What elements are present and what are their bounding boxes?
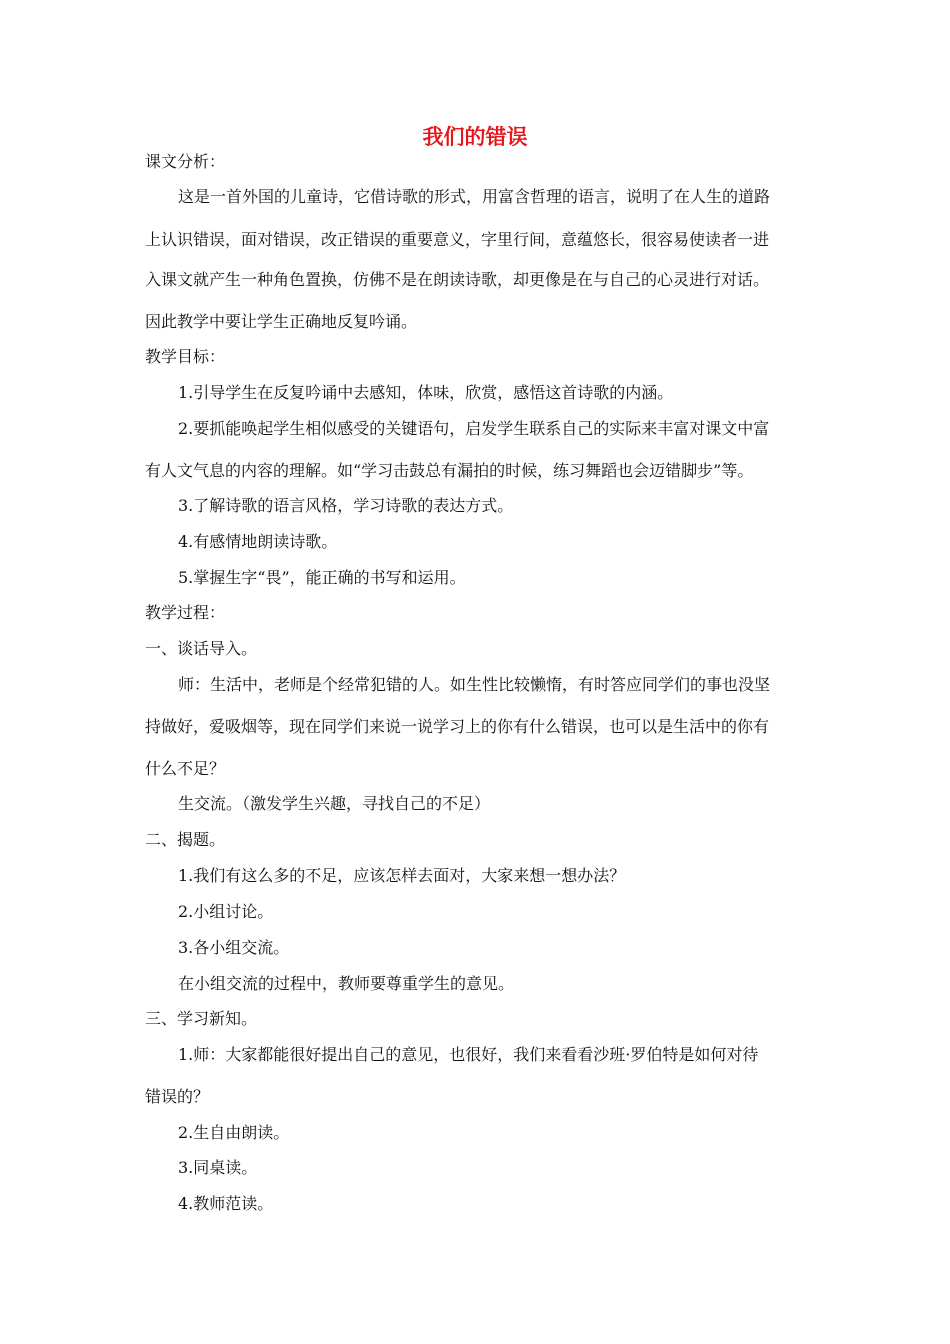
list-item: 1.我们有这么多的不足，应该怎样去面对，大家来想一想办法？ bbox=[178, 866, 626, 885]
paragraph-line: 在小组交流的过程中，教师要尊重学生的意见。 bbox=[178, 974, 515, 993]
heading-teaching-process: 教学过程： bbox=[145, 603, 226, 622]
paragraph-line: 生交流。（激发学生兴趣，寻找自己的不足） bbox=[178, 794, 491, 813]
paragraph-line: 因此教学中要让学生正确地反复吟诵。 bbox=[145, 312, 418, 331]
heading-teaching-goals: 教学目标： bbox=[145, 347, 226, 366]
paragraph-line: 持做好，爱吸烟等，现在同学们来说一说学习上的你有什么错误，也可以是生活中的你有 bbox=[145, 717, 770, 736]
list-item: 2.小组讨论。 bbox=[178, 902, 274, 921]
list-item: 4.教师范读。 bbox=[178, 1194, 274, 1213]
list-item-continued: 错误的？ bbox=[145, 1087, 210, 1106]
list-item: 1.师：大家都能很好提出自己的意见，也很好，我们来看看沙班·罗伯特是如何对待 bbox=[178, 1045, 759, 1064]
document-title: 我们的错误 bbox=[422, 125, 528, 149]
goal-item: 2.要抓能唤起学生相似感受的关键语句，启发学生联系自己的实际来丰富对课文中富 bbox=[178, 419, 770, 438]
goal-item: 3.了解诗歌的语言风格，学习诗歌的表达方式。 bbox=[178, 496, 514, 515]
list-item: 3.各小组交流。 bbox=[178, 938, 290, 957]
section-heading: 一、谈话导入。 bbox=[145, 639, 258, 658]
list-item: 2.生自由朗读。 bbox=[178, 1123, 290, 1142]
paragraph-line: 师：生活中，老师是个经常犯错的人。如生性比较懒惰，有时答应同学们的事也没坚 bbox=[178, 675, 771, 694]
goal-item-continued: 有人文气息的内容的理解。如“学习击鼓总有漏拍的时候，练习舞蹈也会迈错脚步”等。 bbox=[145, 461, 754, 480]
goal-item: 5.掌握生字“畏”，能正确的书写和运用。 bbox=[178, 568, 466, 587]
paragraph-line: 入课文就产生一种角色置换，仿佛不是在朗读诗歌，却更像是在与自己的心灵进行对话。 bbox=[145, 270, 770, 289]
goal-item: 1.引导学生在反复吟诵中去感知，体味，欣赏，感悟这首诗歌的内涵。 bbox=[178, 383, 674, 402]
goal-item: 4.有感情地朗读诗歌。 bbox=[178, 532, 338, 551]
paragraph-line: 上认识错误，面对错误，改正错误的重要意义，字里行间，意蕴悠长，很容易使读者一进 bbox=[145, 230, 770, 249]
list-item: 3.同桌读。 bbox=[178, 1158, 258, 1177]
section-heading: 二、揭题。 bbox=[145, 830, 226, 849]
heading-text-analysis: 课文分析： bbox=[145, 152, 226, 171]
section-heading: 三、学习新知。 bbox=[145, 1009, 258, 1028]
paragraph-line: 什么不足？ bbox=[145, 759, 226, 778]
paragraph-line: 这是一首外国的儿童诗，它借诗歌的形式，用富含哲理的语言，说明了在人生的道路 bbox=[178, 187, 771, 206]
